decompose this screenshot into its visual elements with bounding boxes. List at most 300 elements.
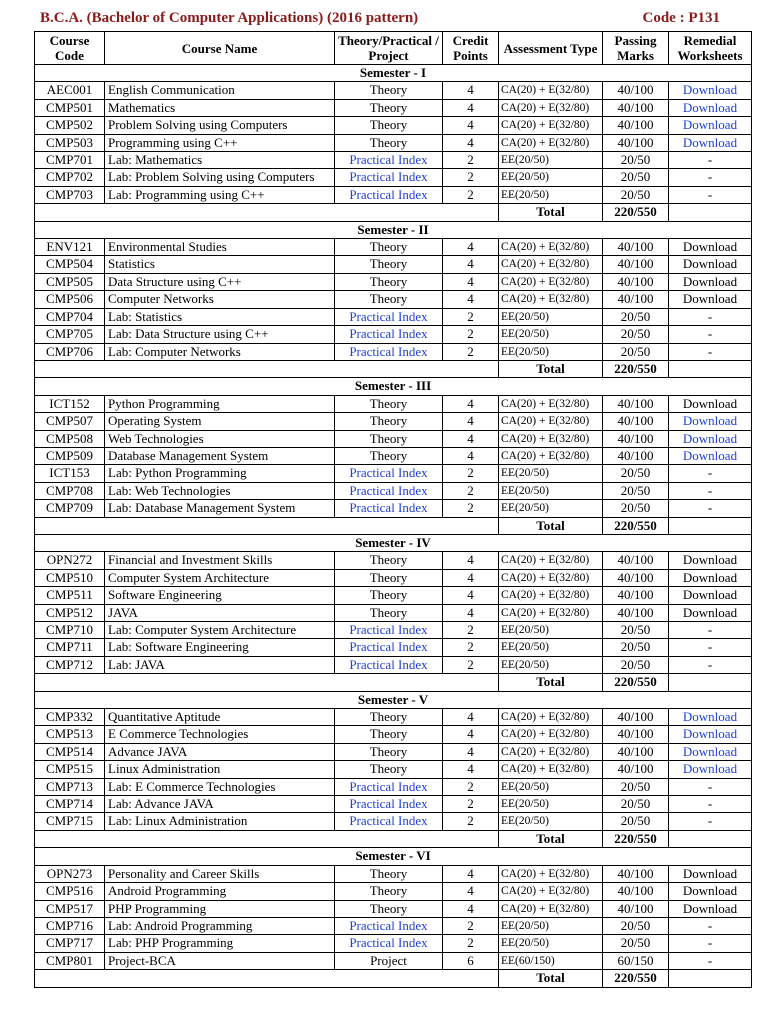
course-code: ENV121 — [35, 239, 105, 256]
remedial-cell — [669, 430, 752, 447]
course-name: E Commerce Technologies — [105, 726, 335, 743]
practical-index-link[interactable]: Practical Index — [349, 465, 428, 481]
semester-title: Semester - V — [35, 691, 752, 708]
download-link[interactable]: Download — [682, 430, 738, 446]
course-code: ICT152 — [35, 395, 105, 412]
type-cell — [335, 134, 443, 151]
credit-points: 4 — [443, 256, 499, 273]
type-cell — [335, 291, 443, 308]
credit-points: 4 — [443, 395, 499, 412]
assessment-type: CA(20) + E(32/80) — [499, 569, 603, 586]
practical-index-link[interactable]: Practical Index — [349, 778, 428, 794]
course-name: Lab: PHP Programming — [105, 935, 335, 952]
type-cell — [335, 447, 443, 464]
assessment-type: EE(60/150) — [499, 952, 603, 969]
course-type: Theory — [369, 256, 408, 272]
no-worksheet: - — [707, 482, 713, 498]
table-row — [35, 761, 752, 778]
remedial-cell — [669, 291, 752, 308]
course-name: Lab: Android Programming — [105, 917, 335, 934]
assessment-type: EE(20/50) — [499, 343, 603, 360]
total-row — [35, 360, 752, 377]
course-type: Theory — [369, 569, 408, 585]
course-code: CMP515 — [35, 761, 105, 778]
credit-points: 2 — [443, 935, 499, 952]
table-row — [35, 186, 752, 203]
credit-points: 4 — [443, 761, 499, 778]
course-code: OPN273 — [35, 865, 105, 882]
no-worksheet: - — [707, 796, 713, 812]
course-code: CMP512 — [35, 604, 105, 621]
credit-points: 4 — [443, 430, 499, 447]
practical-index-link[interactable]: Practical Index — [349, 622, 428, 637]
credit-points: 2 — [443, 813, 499, 830]
course-type: Theory — [369, 761, 408, 777]
course-code: ICT153 — [35, 465, 105, 482]
program-code: Code : P131 — [642, 10, 720, 26]
course-code: CMP511 — [35, 587, 105, 604]
total-empty — [669, 970, 752, 987]
remedial-cell — [669, 239, 752, 256]
table-row — [35, 99, 752, 116]
assessment-type: EE(20/50) — [499, 500, 603, 517]
type-cell — [335, 413, 443, 430]
practical-index-link[interactable]: Practical Index — [349, 308, 428, 324]
table-body — [35, 65, 752, 988]
course-name: Advance JAVA — [105, 743, 335, 760]
table-row — [35, 865, 752, 882]
assessment-type: CA(20) + E(32/80) — [499, 865, 603, 882]
assessment-type: CA(20) + E(32/80) — [499, 552, 603, 569]
total-spacer — [35, 830, 499, 847]
no-worksheet: - — [707, 465, 713, 481]
total-empty — [669, 360, 752, 377]
assessment-type: EE(20/50) — [499, 152, 603, 169]
course-name: Software Engineering — [105, 587, 335, 604]
total-label: Total — [499, 517, 603, 534]
type-cell — [335, 569, 443, 586]
no-worksheet: - — [707, 917, 713, 933]
practical-index-link[interactable]: Practical Index — [349, 917, 428, 933]
download-link[interactable]: Download — [682, 82, 738, 98]
type-cell — [335, 639, 443, 656]
practical-index-link[interactable]: Practical Index — [349, 343, 428, 359]
course-name: Financial and Investment Skills — [105, 552, 335, 569]
course-type: Theory — [369, 447, 408, 463]
remedial-cell — [669, 343, 752, 360]
passing-marks: 20/50 — [603, 326, 669, 343]
total-row — [35, 517, 752, 534]
download-link[interactable]: Download — [682, 587, 738, 603]
passing-marks: 20/50 — [603, 465, 669, 482]
download-link[interactable]: Download — [682, 117, 738, 133]
course-name: Lab: Problem Solving using Computers — [105, 169, 335, 186]
passing-marks: 20/50 — [603, 308, 669, 325]
credit-points: 4 — [443, 743, 499, 760]
remedial-cell — [669, 256, 752, 273]
type-cell — [335, 169, 443, 186]
passing-marks: 40/100 — [603, 743, 669, 760]
practical-index-link[interactable]: Practical Index — [349, 796, 428, 812]
assessment-type: CA(20) + E(32/80) — [499, 239, 603, 256]
course-code: CMP706 — [35, 343, 105, 360]
course-code: CMP501 — [35, 99, 105, 116]
table-row — [35, 169, 752, 186]
assessment-type: EE(20/50) — [499, 935, 603, 952]
course-table — [34, 31, 752, 988]
course-code: CMP510 — [35, 569, 105, 586]
course-name: Database Management System — [105, 447, 335, 464]
table-row — [35, 726, 752, 743]
semester-title: Semester - II — [35, 221, 752, 238]
course-code: CMP502 — [35, 117, 105, 134]
remedial-cell — [669, 726, 752, 743]
credit-points: 4 — [443, 239, 499, 256]
remedial-cell — [669, 117, 752, 134]
course-name: Mathematics — [105, 99, 335, 116]
course-code: CMP702 — [35, 169, 105, 186]
remedial-cell — [669, 622, 752, 639]
credit-points: 4 — [443, 134, 499, 151]
course-type: Theory — [369, 291, 408, 307]
passing-marks: 40/100 — [603, 604, 669, 621]
col-course-name: Course Name — [105, 32, 335, 65]
download-link[interactable]: Download — [682, 239, 738, 255]
download-link[interactable]: Download — [682, 413, 738, 429]
course-name: Programming using C++ — [105, 134, 335, 151]
remedial-cell — [669, 82, 752, 99]
assessment-type: CA(20) + E(32/80) — [499, 447, 603, 464]
no-worksheet: - — [707, 813, 713, 829]
credit-points: 2 — [443, 639, 499, 656]
course-code: OPN272 — [35, 552, 105, 569]
download-link[interactable]: Download — [682, 709, 738, 725]
total-row — [35, 674, 752, 691]
download-link[interactable]: Download — [682, 726, 738, 742]
passing-marks: 60/150 — [603, 952, 669, 969]
table-row — [35, 569, 752, 586]
passing-marks: 20/50 — [603, 152, 669, 169]
assessment-type: CA(20) + E(32/80) — [499, 291, 603, 308]
document-header — [40, 8, 730, 30]
table-row — [35, 291, 752, 308]
passing-marks: 40/100 — [603, 865, 669, 882]
course-name: JAVA — [105, 604, 335, 621]
semester-heading-row — [35, 65, 752, 82]
no-worksheet: - — [707, 639, 713, 655]
remedial-cell — [669, 500, 752, 517]
course-type: Theory — [369, 604, 408, 620]
course-type: Theory — [369, 82, 408, 98]
course-type: Theory — [369, 413, 408, 429]
passing-marks: 40/100 — [603, 134, 669, 151]
passing-marks: 20/50 — [603, 917, 669, 934]
col-passing-marks: Passing Marks — [603, 32, 669, 65]
table-row — [35, 656, 752, 673]
course-code: CMP704 — [35, 308, 105, 325]
assessment-type: CA(20) + E(32/80) — [499, 743, 603, 760]
passing-marks: 20/50 — [603, 796, 669, 813]
course-type: Theory — [369, 134, 408, 150]
type-cell — [335, 709, 443, 726]
assessment-type: EE(20/50) — [499, 326, 603, 343]
remedial-cell — [669, 743, 752, 760]
semester-heading-row — [35, 848, 752, 865]
download-link[interactable]: Download — [682, 569, 738, 585]
table-row — [35, 430, 752, 447]
remedial-cell — [669, 865, 752, 882]
passing-marks: 40/100 — [603, 395, 669, 412]
course-name: Lab: Web Technologies — [105, 482, 335, 499]
download-link[interactable]: Download — [682, 604, 738, 620]
passing-marks: 20/50 — [603, 169, 669, 186]
total-value: 220/550 — [603, 360, 669, 377]
program-title: B.C.A. (Bachelor of Computer Applications) (2016 pattern) — [40, 10, 419, 26]
table-row — [35, 709, 752, 726]
download-link[interactable]: Download — [682, 291, 738, 307]
course-type: Theory — [369, 726, 408, 742]
assessment-type: CA(20) + E(32/80) — [499, 82, 603, 99]
passing-marks: 40/100 — [603, 883, 669, 900]
semester-title: Semester - III — [35, 378, 752, 395]
course-name: Lab: E Commerce Technologies — [105, 778, 335, 795]
course-code: CMP801 — [35, 952, 105, 969]
practical-index-link[interactable]: Practical Index — [349, 813, 428, 829]
remedial-cell — [669, 99, 752, 116]
remedial-cell — [669, 796, 752, 813]
total-row — [35, 204, 752, 221]
course-code: CMP517 — [35, 900, 105, 917]
practical-index-link[interactable]: Practical Index — [349, 169, 428, 185]
course-name: Web Technologies — [105, 430, 335, 447]
assessment-type: EE(20/50) — [499, 308, 603, 325]
remedial-cell — [669, 639, 752, 656]
table-row — [35, 552, 752, 569]
assessment-type: CA(20) + E(32/80) — [499, 430, 603, 447]
type-cell — [335, 743, 443, 760]
no-worksheet: - — [707, 500, 713, 516]
type-cell — [335, 239, 443, 256]
remedial-cell — [669, 413, 752, 430]
course-type: Theory — [369, 709, 408, 725]
table-row — [35, 622, 752, 639]
course-code: CMP714 — [35, 796, 105, 813]
course-name: Lab: Python Programming — [105, 465, 335, 482]
passing-marks: 40/100 — [603, 291, 669, 308]
table-row — [35, 152, 752, 169]
table-row — [35, 413, 752, 430]
type-cell — [335, 587, 443, 604]
download-link[interactable]: Download — [682, 883, 738, 899]
type-cell — [335, 99, 443, 116]
remedial-cell — [669, 552, 752, 569]
table-row — [35, 308, 752, 325]
total-value: 220/550 — [603, 204, 669, 221]
table-row — [35, 813, 752, 830]
table-row — [35, 273, 752, 290]
course-name: Computer System Architecture — [105, 569, 335, 586]
practical-index-link[interactable]: Practical Index — [349, 935, 428, 951]
assessment-type: EE(20/50) — [499, 622, 603, 639]
course-name: Computer Networks — [105, 291, 335, 308]
table-row — [35, 465, 752, 482]
total-label: Total — [499, 970, 603, 987]
remedial-cell — [669, 569, 752, 586]
remedial-cell — [669, 169, 752, 186]
table-row — [35, 134, 752, 151]
type-cell — [335, 935, 443, 952]
credit-points: 2 — [443, 169, 499, 186]
course-type: Project — [370, 952, 407, 968]
course-name: Lab: Linux Administration — [105, 813, 335, 830]
assessment-type: EE(20/50) — [499, 656, 603, 673]
table-row — [35, 935, 752, 952]
download-link[interactable]: Download — [682, 273, 738, 289]
credit-points: 2 — [443, 152, 499, 169]
type-cell — [335, 273, 443, 290]
credit-points: 2 — [443, 917, 499, 934]
passing-marks: 20/50 — [603, 813, 669, 830]
passing-marks: 20/50 — [603, 935, 669, 952]
type-cell — [335, 604, 443, 621]
practical-index-link[interactable]: Practical Index — [349, 326, 428, 342]
course-type: Theory — [369, 587, 408, 603]
table-row — [35, 639, 752, 656]
table-row — [35, 604, 752, 621]
table-row — [35, 239, 752, 256]
course-name: Lab: Database Management System — [105, 500, 335, 517]
credit-points: 2 — [443, 500, 499, 517]
download-link[interactable]: Download — [682, 447, 738, 463]
download-link[interactable]: Download — [682, 865, 738, 881]
course-type: Theory — [369, 430, 408, 446]
course-name: Lab: Programming using C++ — [105, 186, 335, 203]
credit-points: 4 — [443, 726, 499, 743]
remedial-cell — [669, 395, 752, 412]
download-link[interactable]: Download — [682, 395, 738, 411]
course-code: CMP709 — [35, 500, 105, 517]
course-type: Theory — [369, 552, 408, 568]
remedial-cell — [669, 656, 752, 673]
passing-marks: 40/100 — [603, 587, 669, 604]
course-code: CMP712 — [35, 656, 105, 673]
table-row — [35, 256, 752, 273]
course-name: Problem Solving using Computers — [105, 117, 335, 134]
total-spacer — [35, 360, 499, 377]
table-row — [35, 900, 752, 917]
download-link[interactable]: Download — [682, 743, 738, 759]
remedial-cell — [669, 326, 752, 343]
course-type: Theory — [369, 865, 408, 881]
remedial-cell — [669, 308, 752, 325]
no-worksheet: - — [707, 343, 713, 359]
practical-index-link[interactable]: Practical Index — [349, 186, 428, 202]
no-worksheet: - — [707, 169, 713, 185]
type-cell — [335, 326, 443, 343]
download-link[interactable]: Download — [682, 256, 738, 272]
col-course-code: Course Code — [35, 32, 105, 65]
remedial-cell — [669, 761, 752, 778]
assessment-type: EE(20/50) — [499, 169, 603, 186]
total-spacer — [35, 674, 499, 691]
type-cell — [335, 865, 443, 882]
assessment-type: CA(20) + E(32/80) — [499, 726, 603, 743]
download-link[interactable]: Download — [682, 900, 738, 916]
practical-index-link[interactable]: Practical Index — [349, 482, 428, 498]
passing-marks: 40/100 — [603, 447, 669, 464]
course-code: CMP509 — [35, 447, 105, 464]
assessment-type: EE(20/50) — [499, 639, 603, 656]
course-name: Environmental Studies — [105, 239, 335, 256]
practical-index-link[interactable]: Practical Index — [349, 656, 428, 672]
course-code: CMP507 — [35, 413, 105, 430]
type-cell — [335, 395, 443, 412]
download-link[interactable]: Download — [682, 99, 738, 115]
credit-points: 4 — [443, 291, 499, 308]
remedial-cell — [669, 883, 752, 900]
credit-points: 4 — [443, 413, 499, 430]
remedial-cell — [669, 709, 752, 726]
practical-index-link[interactable]: Practical Index — [349, 639, 428, 655]
type-cell — [335, 256, 443, 273]
course-name: Project-BCA — [105, 952, 335, 969]
remedial-cell — [669, 900, 752, 917]
credit-points: 4 — [443, 569, 499, 586]
total-label: Total — [499, 204, 603, 221]
semester-title: Semester - IV — [35, 534, 752, 551]
download-link[interactable]: Download — [682, 552, 738, 568]
type-cell — [335, 726, 443, 743]
assessment-type: CA(20) + E(32/80) — [499, 413, 603, 430]
semester-title: Semester - VI — [35, 848, 752, 865]
passing-marks: 40/100 — [603, 99, 669, 116]
passing-marks: 40/100 — [603, 761, 669, 778]
course-code: CMP705 — [35, 326, 105, 343]
practical-index-link[interactable]: Practical Index — [349, 500, 428, 516]
type-cell — [335, 82, 443, 99]
type-cell — [335, 117, 443, 134]
course-code: CMP332 — [35, 709, 105, 726]
no-worksheet: - — [707, 308, 713, 324]
credit-points: 2 — [443, 482, 499, 499]
download-link[interactable]: Download — [682, 761, 738, 777]
no-worksheet: - — [707, 152, 713, 168]
table-row — [35, 326, 752, 343]
credit-points: 4 — [443, 604, 499, 621]
course-code: CMP716 — [35, 917, 105, 934]
course-name: PHP Programming — [105, 900, 335, 917]
course-code: CMP504 — [35, 256, 105, 273]
passing-marks: 40/100 — [603, 726, 669, 743]
practical-index-link[interactable]: Practical Index — [349, 152, 428, 168]
assessment-type: EE(20/50) — [499, 796, 603, 813]
total-spacer — [35, 204, 499, 221]
passing-marks: 40/100 — [603, 117, 669, 134]
passing-marks: 40/100 — [603, 273, 669, 290]
table-header-row — [35, 32, 752, 65]
credit-points: 4 — [443, 447, 499, 464]
semester-heading-row — [35, 221, 752, 238]
table-row — [35, 447, 752, 464]
passing-marks: 40/100 — [603, 900, 669, 917]
download-link[interactable]: Download — [682, 134, 738, 150]
remedial-cell — [669, 604, 752, 621]
total-spacer — [35, 517, 499, 534]
course-code: CMP516 — [35, 883, 105, 900]
total-value: 220/550 — [603, 674, 669, 691]
total-empty — [669, 204, 752, 221]
credit-points: 4 — [443, 883, 499, 900]
